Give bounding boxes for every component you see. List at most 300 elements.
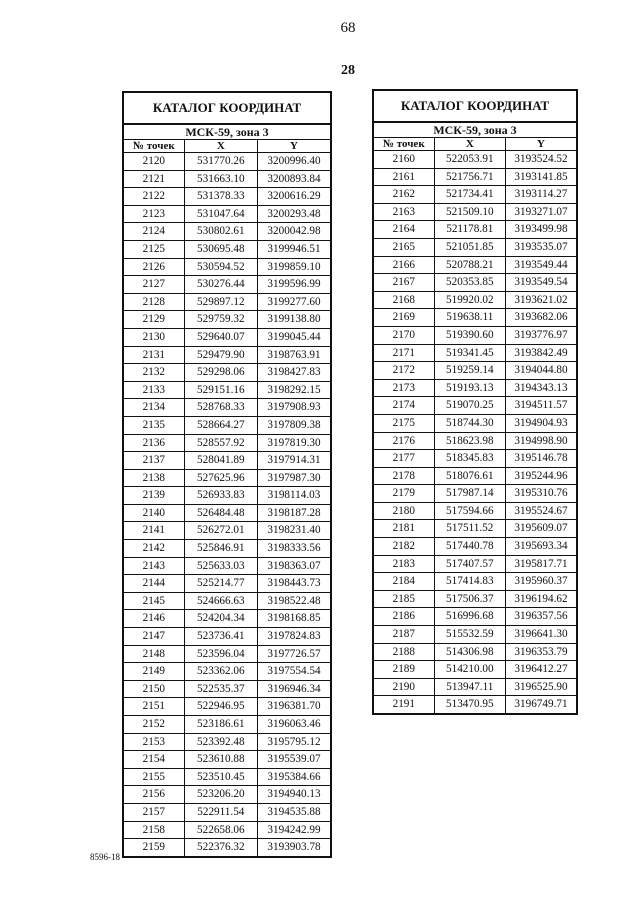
y-coordinate-cell: 3196525.90 <box>505 678 577 696</box>
y-coordinate-cell: 3195310.76 <box>505 485 577 503</box>
point-number-cell: 2138 <box>123 469 184 487</box>
x-coordinate-cell: 525214.77 <box>184 575 257 593</box>
x-coordinate-cell: 530802.61 <box>184 223 257 241</box>
table-row <box>123 663 331 681</box>
y-coordinate-cell: 3195609.07 <box>505 520 577 538</box>
y-coordinate-cell: 3193524.52 <box>505 151 577 169</box>
coordinate-system-label: МСК-59, зона 3 <box>123 124 331 140</box>
table-row <box>373 467 577 485</box>
x-coordinate-cell: 519390.60 <box>434 326 505 344</box>
point-number-cell: 2150 <box>123 680 184 698</box>
x-coordinate-cell: 517594.66 <box>434 502 505 520</box>
x-coordinate-cell: 529897.12 <box>184 293 257 311</box>
table-row <box>123 504 331 522</box>
point-number-cell: 2180 <box>373 502 434 520</box>
x-coordinate-cell: 517414.83 <box>434 573 505 591</box>
y-coordinate-cell: 3195244.96 <box>505 467 577 485</box>
y-coordinate-cell: 3193549.54 <box>505 274 577 292</box>
point-number-cell: 2141 <box>123 522 184 540</box>
y-coordinate-cell: 3193549.44 <box>505 256 577 274</box>
y-coordinate-cell: 3197819.30 <box>257 434 331 452</box>
coordinate-catalog-table-right <box>372 89 578 715</box>
point-number-cell: 2187 <box>373 626 434 644</box>
x-coordinate-cell: 519638.11 <box>434 309 505 327</box>
table-row <box>123 575 331 593</box>
point-number-cell: 2156 <box>123 786 184 804</box>
point-number-cell: 2159 <box>123 839 184 857</box>
point-number-cell: 2131 <box>123 346 184 364</box>
point-number-cell: 2151 <box>123 698 184 716</box>
table-row <box>123 803 331 821</box>
point-number-cell: 2128 <box>123 293 184 311</box>
table-row <box>123 839 331 857</box>
x-coordinate-cell: 523206.20 <box>184 786 257 804</box>
x-coordinate-cell: 528041.89 <box>184 452 257 470</box>
x-coordinate-cell: 526272.01 <box>184 522 257 540</box>
point-number-cell: 2144 <box>123 575 184 593</box>
x-coordinate-cell: 521178.81 <box>434 221 505 239</box>
table-row <box>123 645 331 663</box>
y-coordinate-cell: 3199946.51 <box>257 240 331 258</box>
y-coordinate-cell: 3198363.07 <box>257 557 331 575</box>
table-row <box>123 311 331 329</box>
point-number-cell: 2129 <box>123 311 184 329</box>
table-row <box>373 538 577 556</box>
table-row <box>373 256 577 274</box>
y-coordinate-cell: 3195146.78 <box>505 450 577 468</box>
point-number-cell: 2125 <box>123 240 184 258</box>
table-row <box>123 399 331 417</box>
y-coordinate-cell: 3198187.28 <box>257 504 331 522</box>
table-row <box>373 344 577 362</box>
table-row <box>373 274 577 292</box>
point-number-cell: 2135 <box>123 416 184 434</box>
table-row <box>373 309 577 327</box>
point-number-cell: 2181 <box>373 520 434 538</box>
y-coordinate-cell: 3195693.34 <box>505 538 577 556</box>
y-coordinate-cell: 3197987.30 <box>257 469 331 487</box>
x-coordinate-cell: 514210.00 <box>434 661 505 679</box>
table-row <box>373 555 577 573</box>
point-number-cell: 2166 <box>373 256 434 274</box>
table-row <box>373 608 577 626</box>
table-row <box>123 364 331 382</box>
point-number-cell: 2147 <box>123 628 184 646</box>
x-coordinate-cell: 523610.88 <box>184 751 257 769</box>
x-coordinate-cell: 529640.07 <box>184 328 257 346</box>
point-number-cell: 2160 <box>373 151 434 169</box>
y-coordinate-cell: 3198763.91 <box>257 346 331 364</box>
point-number-cell: 2157 <box>123 803 184 821</box>
x-coordinate-cell: 529298.06 <box>184 364 257 382</box>
table-row <box>373 326 577 344</box>
point-number-cell: 2152 <box>123 716 184 734</box>
x-coordinate-cell: 525846.91 <box>184 540 257 558</box>
point-number-cell: 2127 <box>123 276 184 294</box>
x-coordinate-cell: 522053.91 <box>434 151 505 169</box>
y-coordinate-cell: 3194343.13 <box>505 379 577 397</box>
y-coordinate-cell: 3198114.03 <box>257 487 331 505</box>
table-row <box>373 590 577 608</box>
table-row <box>373 379 577 397</box>
y-coordinate-cell: 3196357.56 <box>505 608 577 626</box>
table-row <box>123 821 331 839</box>
y-coordinate-cell: 3193535.07 <box>505 238 577 256</box>
y-coordinate-cell: 3197908.93 <box>257 399 331 417</box>
y-coordinate-cell: 3198427.83 <box>257 364 331 382</box>
y-coordinate-cell: 3196381.70 <box>257 698 331 716</box>
y-coordinate-cell: 3196412.27 <box>505 661 577 679</box>
table-row <box>123 188 331 206</box>
point-number-cell: 2139 <box>123 487 184 505</box>
table-row <box>373 414 577 432</box>
y-coordinate-cell: 3194511.57 <box>505 397 577 415</box>
column-header-point-number: № точек <box>373 138 434 151</box>
point-number-cell: 2162 <box>373 186 434 204</box>
table-row <box>123 786 331 804</box>
x-coordinate-cell: 521756.71 <box>434 168 505 186</box>
table-row <box>123 153 331 171</box>
table-row <box>123 522 331 540</box>
y-coordinate-cell: 3196063.46 <box>257 716 331 734</box>
point-number-cell: 2173 <box>373 379 434 397</box>
y-coordinate-cell: 3193682.06 <box>505 309 577 327</box>
y-coordinate-cell: 3199859.10 <box>257 258 331 276</box>
column-header-y: Y <box>257 140 331 153</box>
column-header-x: X <box>184 140 257 153</box>
point-number-cell: 2186 <box>373 608 434 626</box>
point-number-cell: 2172 <box>373 362 434 380</box>
table-row <box>373 573 577 591</box>
y-coordinate-cell: 3198443.73 <box>257 575 331 593</box>
point-number-cell: 2120 <box>123 153 184 171</box>
table-row <box>373 432 577 450</box>
y-coordinate-cell: 3196194.62 <box>505 590 577 608</box>
x-coordinate-cell: 528664.27 <box>184 416 257 434</box>
y-coordinate-cell: 3196641.30 <box>505 626 577 644</box>
x-coordinate-cell: 521509.10 <box>434 203 505 221</box>
point-number-cell: 2176 <box>373 432 434 450</box>
x-coordinate-cell: 527625.96 <box>184 469 257 487</box>
y-coordinate-cell: 3197554.54 <box>257 663 331 681</box>
table-row <box>373 643 577 661</box>
y-coordinate-cell: 3197726.57 <box>257 645 331 663</box>
table-row <box>123 205 331 223</box>
point-number-cell: 2188 <box>373 643 434 661</box>
point-number-cell: 2174 <box>373 397 434 415</box>
y-coordinate-cell: 3193499.98 <box>505 221 577 239</box>
y-coordinate-cell: 3198333.56 <box>257 540 331 558</box>
y-coordinate-cell: 3194940.13 <box>257 786 331 804</box>
x-coordinate-cell: 520353.85 <box>434 274 505 292</box>
x-coordinate-cell: 517987.14 <box>434 485 505 503</box>
y-coordinate-cell: 3195795.12 <box>257 733 331 751</box>
table-row <box>123 240 331 258</box>
x-coordinate-cell: 517407.57 <box>434 555 505 573</box>
point-number-cell: 2158 <box>123 821 184 839</box>
y-coordinate-cell: 3198292.15 <box>257 381 331 399</box>
table-row <box>373 520 577 538</box>
y-coordinate-cell: 3200293.48 <box>257 205 331 223</box>
table-row <box>373 203 577 221</box>
point-number-cell: 2161 <box>373 168 434 186</box>
x-coordinate-cell: 521734.41 <box>434 186 505 204</box>
table-body <box>123 153 331 857</box>
table-row <box>373 186 577 204</box>
point-number-cell: 2175 <box>373 414 434 432</box>
x-coordinate-cell: 522535.37 <box>184 680 257 698</box>
x-coordinate-cell: 513947.11 <box>434 678 505 696</box>
x-coordinate-cell: 522946.95 <box>184 698 257 716</box>
table-row <box>123 223 331 241</box>
x-coordinate-cell: 523510.45 <box>184 768 257 786</box>
table-row <box>123 733 331 751</box>
table-body <box>373 151 577 715</box>
catalog-title: КАТАЛОГ КООРДИНАТ <box>373 90 577 122</box>
y-coordinate-cell: 3195960.37 <box>505 573 577 591</box>
x-coordinate-cell: 519193.13 <box>434 379 505 397</box>
x-coordinate-cell: 524666.63 <box>184 592 257 610</box>
table-row <box>373 626 577 644</box>
point-number-cell: 2133 <box>123 381 184 399</box>
x-coordinate-cell: 523392.48 <box>184 733 257 751</box>
x-coordinate-cell: 524204.34 <box>184 610 257 628</box>
table-row <box>373 678 577 696</box>
column-header-point-number: № точек <box>123 140 184 153</box>
table-row <box>123 592 331 610</box>
column-header-y: Y <box>505 138 577 151</box>
y-coordinate-cell: 3199138.80 <box>257 311 331 329</box>
x-coordinate-cell: 518076.61 <box>434 467 505 485</box>
y-coordinate-cell: 3199045.44 <box>257 328 331 346</box>
table-row <box>373 151 577 169</box>
point-number-cell: 2124 <box>123 223 184 241</box>
table-row <box>123 416 331 434</box>
table-row <box>373 238 577 256</box>
x-coordinate-cell: 519341.45 <box>434 344 505 362</box>
catalog-title: КАТАЛОГ КООРДИНАТ <box>123 92 331 124</box>
point-number-cell: 2148 <box>123 645 184 663</box>
point-number-cell: 2153 <box>123 733 184 751</box>
x-coordinate-cell: 518345.83 <box>434 450 505 468</box>
column-header-x: X <box>434 138 505 151</box>
point-number-cell: 2177 <box>373 450 434 468</box>
x-coordinate-cell: 528557.92 <box>184 434 257 452</box>
y-coordinate-cell: 3198168.85 <box>257 610 331 628</box>
table-row <box>123 328 331 346</box>
point-number-cell: 2191 <box>373 696 434 714</box>
point-number-cell: 2136 <box>123 434 184 452</box>
point-number-cell: 2121 <box>123 170 184 188</box>
coordinate-catalog-table-left <box>122 91 332 858</box>
table-row <box>373 397 577 415</box>
x-coordinate-cell: 525633.03 <box>184 557 257 575</box>
x-coordinate-cell: 529479.90 <box>184 346 257 364</box>
table-row <box>123 628 331 646</box>
point-number-cell: 2163 <box>373 203 434 221</box>
point-number-cell: 2130 <box>123 328 184 346</box>
point-number-cell: 2143 <box>123 557 184 575</box>
point-number-cell: 2126 <box>123 258 184 276</box>
point-number-cell: 2154 <box>123 751 184 769</box>
x-coordinate-cell: 520788.21 <box>434 256 505 274</box>
point-number-cell: 2184 <box>373 573 434 591</box>
table-row <box>373 362 577 380</box>
point-number-cell: 2167 <box>373 274 434 292</box>
y-coordinate-cell: 3198231.40 <box>257 522 331 540</box>
y-coordinate-cell: 3197824.83 <box>257 628 331 646</box>
y-coordinate-cell: 3200996.40 <box>257 153 331 171</box>
y-coordinate-cell: 3200042.98 <box>257 223 331 241</box>
point-number-cell: 2145 <box>123 592 184 610</box>
point-number-cell: 2171 <box>373 344 434 362</box>
x-coordinate-cell: 523736.41 <box>184 628 257 646</box>
x-coordinate-cell: 522658.06 <box>184 821 257 839</box>
table-row <box>123 346 331 364</box>
y-coordinate-cell: 3200616.29 <box>257 188 331 206</box>
x-coordinate-cell: 530594.52 <box>184 258 257 276</box>
y-coordinate-cell: 3194535.88 <box>257 803 331 821</box>
point-number-cell: 2168 <box>373 291 434 309</box>
point-number-cell: 2189 <box>373 661 434 679</box>
point-number-cell: 2134 <box>123 399 184 417</box>
table-row <box>373 168 577 186</box>
x-coordinate-cell: 530695.48 <box>184 240 257 258</box>
point-number-cell: 2142 <box>123 540 184 558</box>
point-number-cell: 2169 <box>373 309 434 327</box>
point-number-cell: 2137 <box>123 452 184 470</box>
table-row <box>123 293 331 311</box>
x-coordinate-cell: 531047.64 <box>184 205 257 223</box>
x-coordinate-cell: 526484.48 <box>184 504 257 522</box>
table-row <box>123 452 331 470</box>
table-row <box>123 716 331 734</box>
point-number-cell: 2182 <box>373 538 434 556</box>
x-coordinate-cell: 517440.78 <box>434 538 505 556</box>
point-number-cell: 2178 <box>373 467 434 485</box>
table-row <box>123 258 331 276</box>
y-coordinate-cell: 3198522.48 <box>257 592 331 610</box>
sheet-number: 28 <box>341 63 355 78</box>
point-number-cell: 2149 <box>123 663 184 681</box>
point-number-cell: 2183 <box>373 555 434 573</box>
table-row <box>373 661 577 679</box>
y-coordinate-cell: 3194904.93 <box>505 414 577 432</box>
x-coordinate-cell: 522911.54 <box>184 803 257 821</box>
x-coordinate-cell: 531663.10 <box>184 170 257 188</box>
table-row <box>123 487 331 505</box>
x-coordinate-cell: 517506.37 <box>434 590 505 608</box>
point-number-cell: 2123 <box>123 205 184 223</box>
y-coordinate-cell: 3193776.97 <box>505 326 577 344</box>
x-coordinate-cell: 517511.52 <box>434 520 505 538</box>
y-coordinate-cell: 3194998.90 <box>505 432 577 450</box>
y-coordinate-cell: 3196353.79 <box>505 643 577 661</box>
x-coordinate-cell: 521051.85 <box>434 238 505 256</box>
point-number-cell: 2185 <box>373 590 434 608</box>
x-coordinate-cell: 529759.32 <box>184 311 257 329</box>
point-number-cell: 2132 <box>123 364 184 382</box>
table-row <box>373 450 577 468</box>
point-number-cell: 2190 <box>373 678 434 696</box>
x-coordinate-cell: 518744.30 <box>434 414 505 432</box>
table-row <box>373 291 577 309</box>
table-row <box>123 276 331 294</box>
table-row <box>373 696 577 714</box>
y-coordinate-cell: 3200893.84 <box>257 170 331 188</box>
footer-code: 8596-18 <box>90 852 120 862</box>
x-coordinate-cell: 531770.26 <box>184 153 257 171</box>
table-row <box>123 698 331 716</box>
y-coordinate-cell: 3197809.38 <box>257 416 331 434</box>
table-row <box>373 221 577 239</box>
y-coordinate-cell: 3196749.71 <box>505 696 577 714</box>
x-coordinate-cell: 518623.98 <box>434 432 505 450</box>
point-number-cell: 2165 <box>373 238 434 256</box>
table-row <box>123 540 331 558</box>
table-row <box>123 680 331 698</box>
y-coordinate-cell: 3193271.07 <box>505 203 577 221</box>
x-coordinate-cell: 514306.98 <box>434 643 505 661</box>
x-coordinate-cell: 516996.68 <box>434 608 505 626</box>
point-number-cell: 2170 <box>373 326 434 344</box>
point-number-cell: 2122 <box>123 188 184 206</box>
table-row <box>373 502 577 520</box>
y-coordinate-cell: 3199596.99 <box>257 276 331 294</box>
x-coordinate-cell: 529151.16 <box>184 381 257 399</box>
y-coordinate-cell: 3193141.85 <box>505 168 577 186</box>
y-coordinate-cell: 3194242.99 <box>257 821 331 839</box>
x-coordinate-cell: 522376.32 <box>184 839 257 857</box>
coordinate-system-label: МСК-59, зона 3 <box>373 122 577 138</box>
x-coordinate-cell: 523186.61 <box>184 716 257 734</box>
table-row <box>123 170 331 188</box>
x-coordinate-cell: 523362.06 <box>184 663 257 681</box>
point-number-cell: 2164 <box>373 221 434 239</box>
x-coordinate-cell: 528768.33 <box>184 399 257 417</box>
y-coordinate-cell: 3195384.66 <box>257 768 331 786</box>
y-coordinate-cell: 3193842.49 <box>505 344 577 362</box>
x-coordinate-cell: 531378.33 <box>184 188 257 206</box>
table-row <box>123 434 331 452</box>
point-number-cell: 2140 <box>123 504 184 522</box>
y-coordinate-cell: 3193114.27 <box>505 186 577 204</box>
table-row <box>123 751 331 769</box>
x-coordinate-cell: 523596.04 <box>184 645 257 663</box>
x-coordinate-cell: 519920.02 <box>434 291 505 309</box>
y-coordinate-cell: 3195817.71 <box>505 555 577 573</box>
table-row <box>123 768 331 786</box>
y-coordinate-cell: 3195539.07 <box>257 751 331 769</box>
y-coordinate-cell: 3195524.67 <box>505 502 577 520</box>
y-coordinate-cell: 3194044.80 <box>505 362 577 380</box>
x-coordinate-cell: 513470.95 <box>434 696 505 714</box>
table-row <box>123 557 331 575</box>
point-number-cell: 2179 <box>373 485 434 503</box>
table-row <box>123 469 331 487</box>
x-coordinate-cell: 515532.59 <box>434 626 505 644</box>
y-coordinate-cell: 3193903.78 <box>257 839 331 857</box>
x-coordinate-cell: 519070.25 <box>434 397 505 415</box>
table-row <box>123 381 331 399</box>
x-coordinate-cell: 530276.44 <box>184 276 257 294</box>
x-coordinate-cell: 526933.83 <box>184 487 257 505</box>
y-coordinate-cell: 3197914.31 <box>257 452 331 470</box>
y-coordinate-cell: 3196946.34 <box>257 680 331 698</box>
table-row <box>123 610 331 628</box>
point-number-cell: 2155 <box>123 768 184 786</box>
table-row <box>373 485 577 503</box>
